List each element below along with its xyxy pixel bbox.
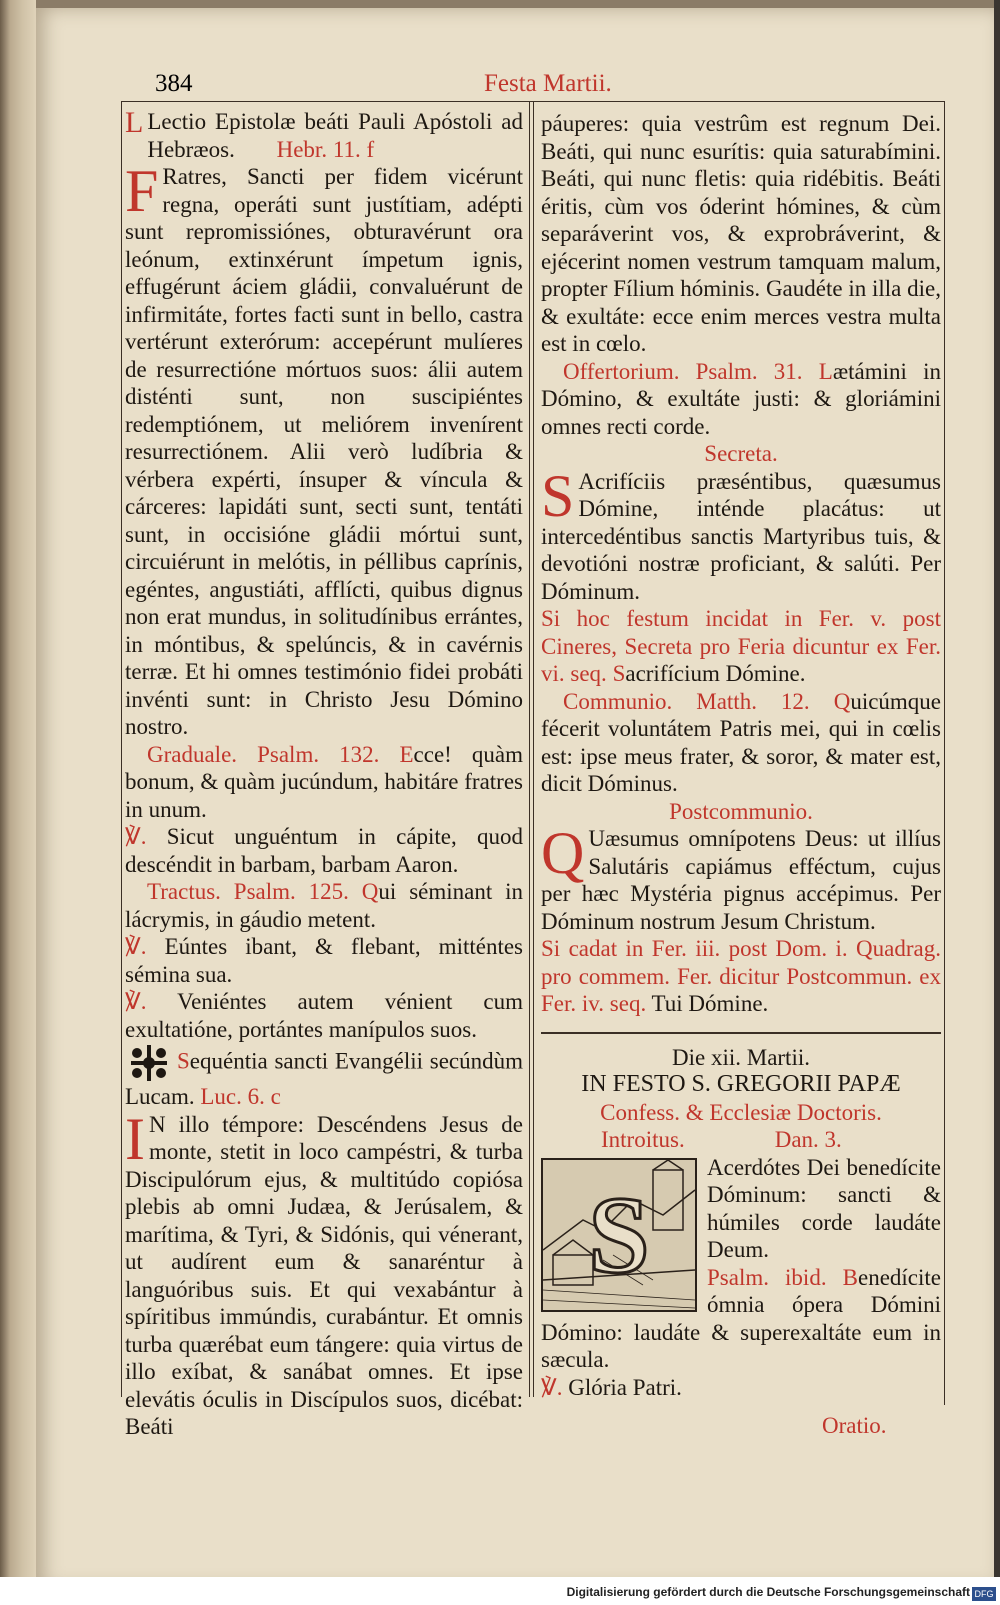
feast-subtitle: Confess. & Ecclesiæ Doctoris.	[600, 1099, 882, 1125]
epistle-title: L Lectio Epistolæ beáti Pauli Apóstoli ad Hebræos. Hebr. 11. f	[125, 106, 523, 162]
introitus-text: S Acerdótes Dei benedícite Dóminum: sancti & húmiles corde laudáte Deum.	[541, 1154, 941, 1264]
dfg-logo: DFG	[972, 1587, 996, 1601]
woodcut-initial-image	[541, 1158, 697, 1312]
catchword: Oratio.	[822, 1413, 887, 1438]
column-divider	[529, 101, 530, 1397]
scripture-ref: Luc. 6. c	[200, 1084, 281, 1109]
versicle: ℣. Glória Patri.	[541, 1374, 682, 1400]
section-divider	[541, 1032, 941, 1034]
epistle-text: F Ratres, Sancti per fidem vicérunt regna, operáti sunt justítiam, adépti sunt repromissiónes, obturavérunt ora leónum, extinxérunt ímpetum ignis, effugérunt áciem gládii, convaluérunt de infirmitáte, fortes facti sunt in bello, castra vertérunt exterórum: accepérunt mulíeres de resurrectióne mórtuos suos: álii autem disténti sunt, non suscipiéntes redemptiónem, ut meliórem invenírent resurrectiónem. Alii verò ludíbria & vérbera expérti, ínsuper & víncula & cárceres: lapidáti sunt, secti sunt, tentáti sunt, in occisióne gládii mórtui sunt, circuiérunt in melótis, in péllibus caprínis, egéntes, angustiáti, afflícti, quibus dignus non erat mundus, in solitudínibus errántes, in móntibus, & spelúncis, & in cavérnis terræ. Et hi omnes testimónio fidei probáti invénti sunt: in Christo Jesu Dómino nostro.	[125, 158, 523, 739]
postcommunio-text: Q Uæsumus omnípotens Deus: ut illíus Salutáris capiámus efféctum, cujus per hæc Mystéria pignus accépimus. Per Dóminum nostrum Jesum Christum.	[541, 820, 941, 934]
funding-note: Digitalisierung gefördert durch die Deutsche Forschungsgemeinschaft	[566, 1585, 970, 1599]
column-divider-2	[533, 101, 534, 1397]
psalm: Psalm. ibid. Benedícite ómnia ópera Dómini Dómino: laudáte & superexaltáte eum in sæcula.	[541, 1264, 941, 1372]
communio: Communio. Matth. 12. Quicúmque fécerit voluntátem Patris mei, qui in cœlis est: ipse meus frater, & soror, & mater est, dicit Dóminus.	[541, 688, 942, 796]
footer-bar	[0, 1577, 1000, 1605]
tractus: Tractus. Psalm. 125. Qui séminant in lácrymis, in gáudio metent.	[125, 879, 524, 932]
rubric-note: Si hoc festum incidat in Fer. v. post Cineres, Secreta pro Feria dicuntur ex Fer. vi. seq. Sacrifícium Dómine.	[541, 606, 941, 686]
secreta-text: S Acrifíciis præséntibus, quæsumus Dómine, inténde placátus: ut intercedéntibus sanctis Martyribus tuis, & devotióni nostræ proficiant, & salúti. Per Dóminum.	[541, 462, 941, 604]
offertorium: Offertorium. Psalm. 31. Lætámini in Dómino, & exultáte justi: & gloriámini omnes recti corde.	[541, 358, 941, 439]
right-column	[541, 110, 941, 1401]
feast-title: IN FESTO S. GREGORII PAPÆ	[581, 1071, 901, 1097]
versicle: ℣. Sicut unguéntum in cápite, quod descéndit in barbam, barbam Aaron.	[125, 824, 523, 877]
heading-secreta: Secreta.	[704, 441, 778, 466]
versicle: ℣. Eúntes ibant, & flebant, mitténtes sémina sua.	[125, 934, 524, 987]
dropcap: I	[125, 1105, 145, 1172]
heading-postcommunio: Postcommunio.	[669, 798, 813, 824]
frame-left-rule	[121, 101, 122, 1397]
dropcap: S	[541, 462, 575, 529]
scripture-ref: Hebr. 11. f	[276, 136, 375, 162]
versicle: ℣. Veniéntes autem vénient cum exultatióne, portántes manípulos suos.	[125, 989, 523, 1042]
dropcap: L	[125, 106, 144, 139]
left-column	[125, 108, 523, 1441]
cross-ornament-icon	[125, 1043, 173, 1083]
rubric-note: Si cadat in Fer. iii. post Dom. i. Quadrag. pro commem. Fer. dicitur Postcommun. ex Fer. iv. seq. Tui Dómine.	[541, 936, 941, 1016]
frame-right-rule	[944, 101, 945, 1405]
running-head: Festa Martii.	[484, 70, 612, 97]
gospel-text: I N illo témpore: Descéndens Jesus de monte, stetit in loco campéstri, & turba Discipulórum ejus, & multitúdo copiósa plebis ab omni Judæa, & Jerúsalem, & marítima, & Tyri, & Sidónis, qui vénerant, ut audírent eum & sanaréntur à languóribus suis. Et qui vexabántur à spíritibus immúndis, curabántur. Et omnis turba quærébat eum tángere: quia virtus de illo exíbat, & sanábat omnes. Et ipse elevátis óculis in Discípulos suos, dicébat: Beáti	[125, 1105, 523, 1439]
graduale: Graduale. Psalm. 132. Ecce! quàm bonum, & quàm jucúndum, habitáre fratres in unum.	[125, 741, 524, 822]
introitus-label: Introitus. Dan. 3.	[601, 1127, 842, 1152]
gospel-continuation: páuperes: quia vestrûm est regnum Dei. Beáti, qui nunc esurítis: quia saturabímini. Beáti, qui nunc fletis: quia ridébitis. Beáti éritis, cùm vos óderint hómines, & cùm separáverint vos, & exprobráverint, & ejécerint nomen vestrum tamquam malum, propter Fílium hóminis. Gaudéte in illa die, & exultáte: ecce enim merces vestra multa est in cœlo.	[541, 111, 941, 356]
dropcap: Q	[541, 820, 585, 886]
gospel-title: Sequéntia sancti Evangélii secúndùm Lucam. Luc. 6. c	[125, 1043, 523, 1111]
feast-date: Die xii. Martii.	[672, 1044, 810, 1070]
page-number: 384	[155, 70, 193, 97]
book-page-edge	[0, 0, 40, 1605]
woodcut-illustration-icon	[543, 1160, 695, 1310]
svg-text:S: S	[588, 1173, 650, 1296]
dropcap: F	[125, 158, 159, 224]
